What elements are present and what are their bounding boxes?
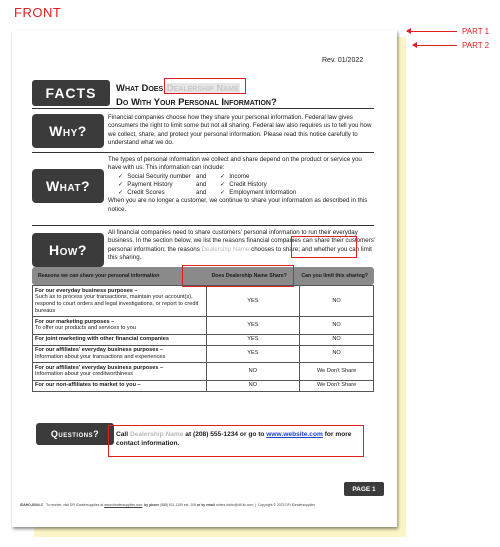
q-end: for more contact information.	[116, 431, 352, 447]
how-text-before: All financial companies need to share customers' personal information to run their everyday business. In the section below, we list the reasons financial companies can share their customers' personal information; the reasons	[108, 229, 376, 253]
reason-detail: Information about your transactions and experiences	[35, 353, 166, 360]
share-cell: YES	[206, 317, 300, 335]
why-box: Why?	[32, 114, 104, 148]
header-highlight-box	[182, 265, 294, 287]
divider	[32, 152, 374, 153]
footer-reorder: To reorder, visit DFI iDealersupplies at	[45, 503, 104, 507]
reason-detail: To offer our products and services to you	[35, 325, 136, 332]
what-and: and	[196, 189, 207, 197]
what-and: and	[196, 180, 207, 188]
why-text: Financial companies choose how they share your personal information. Federal law gives consumers the right to limit some but not all sharing. Federal law also requires us to tell you how we collect, share, and protect your personal information. Please read this notice carefully to understand what we do.	[108, 114, 372, 146]
part1-label: PART 1	[462, 27, 490, 36]
q-dealer-name: Dealership Name	[129, 431, 184, 438]
header-share: Share?	[269, 273, 287, 279]
limit-cell: We Don't Share	[300, 380, 374, 391]
reason-cell	[33, 317, 207, 335]
what-item: ✓ Employment Information	[220, 189, 310, 197]
share-cell: YES	[206, 334, 300, 345]
what-item: ✓ Credit Scores	[118, 189, 196, 197]
table-row	[33, 363, 374, 381]
share-cell: YES	[206, 345, 300, 363]
footer-site-link[interactable]: www.idealersupplies.com	[104, 503, 143, 507]
part1-arrow	[407, 31, 457, 32]
reason-title: For our non-affiliates to market to you –	[35, 382, 141, 389]
part2-label: PART 2	[462, 41, 490, 50]
page-number-box: PAGE 1	[344, 482, 384, 496]
what-text	[108, 156, 376, 214]
what-item: ✓ Payment History	[118, 181, 196, 189]
how-highlight-box	[291, 236, 357, 258]
title-prefix: What Does	[116, 83, 164, 94]
front-label: FRONT	[14, 5, 62, 20]
header-dealer: Dealership Name	[225, 273, 268, 279]
limit-cell: NO	[300, 345, 374, 363]
how-dealer-name: Dealership Name	[201, 245, 250, 253]
table-row	[33, 380, 374, 391]
share-cell: NO	[206, 380, 300, 391]
reason-title: For joint marketing with other financial companies	[35, 336, 169, 343]
table-row	[33, 334, 374, 345]
limit-cell: NO	[300, 334, 374, 345]
part2-arrow	[413, 45, 457, 46]
how-box: How?	[32, 233, 104, 267]
footer: IDAHO-8004-C To reorder, visit DFI iDealersupplies at www.idealersupplies.com, by phone (888) 811-1159 ext. 106 or by email orders.idaho@dfi-llc.com | Copyright © 2023 DFI iDealersupplies	[20, 503, 315, 507]
table-row	[33, 345, 374, 363]
footer-email-label: or by email	[196, 503, 215, 507]
what-item: ✓ Income	[220, 173, 310, 181]
header-can-limit: Can you limit this sharing?	[301, 273, 368, 279]
reason-cell	[33, 380, 207, 391]
questions-highlight-box	[108, 425, 364, 457]
table-row	[33, 317, 374, 335]
header-reasons: Reasons we can share your personal information	[38, 273, 160, 279]
reason-title: For our marketing purposes –	[35, 318, 115, 325]
reason-cell	[33, 334, 207, 345]
divider	[32, 108, 374, 109]
divider	[32, 225, 374, 226]
reason-cell	[33, 363, 207, 381]
how-text-after: chooses to share; and whether you can limit this sharing.	[108, 245, 372, 261]
what-outro: When you are no longer a customer, we continue to share your information as described in this notice.	[108, 197, 368, 213]
what-item: ✓ Credit History	[220, 181, 310, 189]
footer-phone: (888) 811-1159 ext. 106	[160, 503, 196, 507]
limit-cell: NO	[300, 317, 374, 335]
reason-title: For our affiliates' everyday business purposes –	[35, 347, 164, 354]
what-list	[118, 173, 376, 198]
reason-title: For our affiliates' everyday business purposes –	[35, 364, 164, 371]
footer-code: IDAHO-8004-C	[20, 503, 44, 507]
document-sheet	[12, 30, 397, 527]
table-row	[33, 286, 374, 317]
share-cell: YES	[206, 286, 300, 317]
what-box: What?	[32, 169, 104, 203]
what-and: and	[196, 172, 207, 180]
reason-cell	[33, 286, 207, 317]
what-item: ✓ Social Security number	[118, 173, 196, 181]
reason-detail: Information about your creditworthiness	[35, 371, 133, 378]
website-link[interactable]: www.website.com	[266, 431, 323, 438]
share-cell: NO	[206, 363, 300, 381]
limit-cell: NO	[300, 286, 374, 317]
facts-box: FACTS	[32, 80, 110, 106]
footer-phone-label: by phone	[144, 503, 160, 507]
footer-email: orders.idaho@dfi-llc.com	[215, 503, 254, 507]
footer-copyright: Copyright © 2023 DFI iDealersupplies	[257, 503, 315, 507]
q-call: Call	[116, 431, 129, 438]
title-highlight-box	[164, 78, 246, 94]
limit-cell: We Don't Share	[300, 363, 374, 381]
title-dealer-name: Dealership Name	[166, 83, 239, 94]
reason-detail: Such as to process your transactions, maintain your account(s), respond to court orders and legal investigations, or report to credit bureaus	[35, 294, 199, 314]
q-phone: at (208) 555-1234 or go to	[185, 431, 265, 438]
what-intro: The types of personal information we collect and share depend on the product or service you have with us. This information can include:	[108, 156, 362, 172]
title-line2: Do With Your Personal Information?	[116, 97, 277, 108]
header-does: Does	[211, 273, 225, 279]
revision: Rev. 01/2022	[322, 57, 364, 64]
reason-cell	[33, 345, 207, 363]
reason-title: For our everyday business purposes –	[35, 287, 138, 294]
questions-box: Questions?	[36, 423, 114, 445]
sharing-table	[32, 285, 374, 392]
